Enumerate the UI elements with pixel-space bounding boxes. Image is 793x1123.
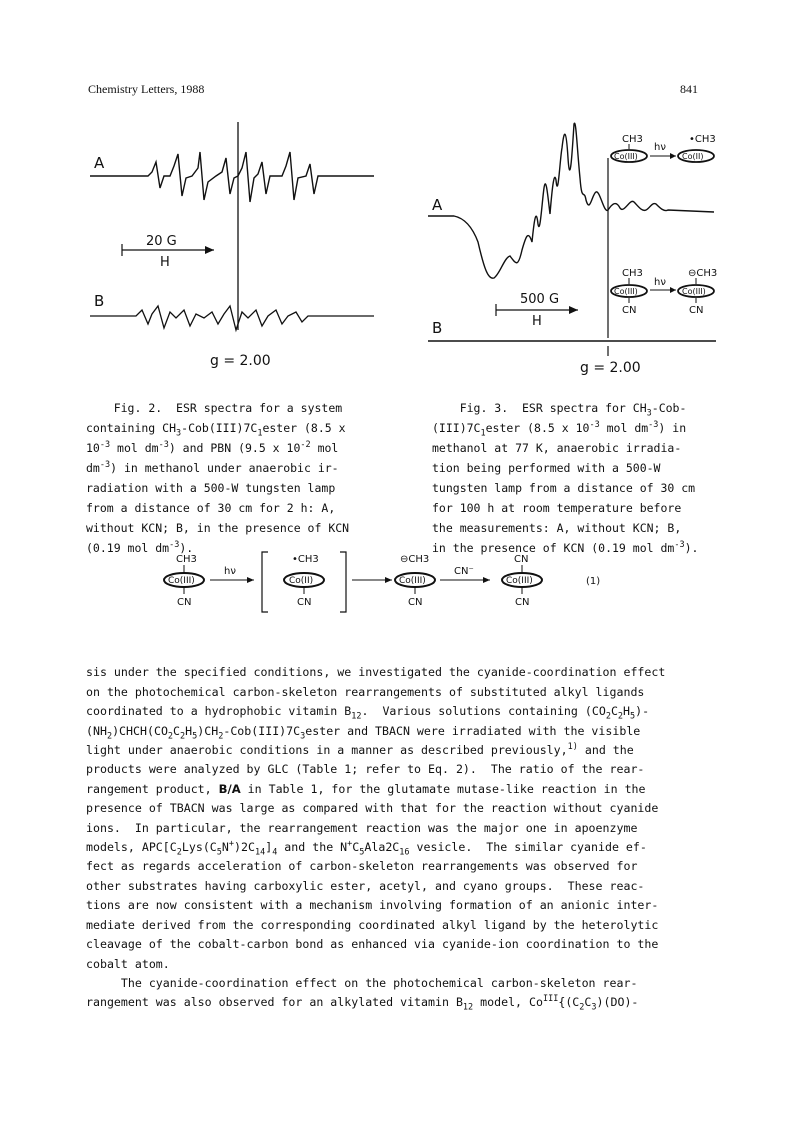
fig2-field-label: H [160,255,170,270]
svg-text:hν: hν [224,566,236,577]
svg-text:hν: hν [654,142,666,153]
fig3-scale-label: 500 G [520,292,560,307]
body-line: products were analyzed by GLC (Table 1; refer to Eq. 2). The ratio of the rear- [86,762,645,777]
svg-text:CN: CN [177,597,192,608]
caption-line: tungsten lamp from a distance of 30 cm [432,481,696,495]
fig3-label-b: B [432,319,443,337]
svg-text:Co(III): Co(III) [399,576,426,586]
body-line: cobalt atom. [86,956,170,971]
fig3-scheme-b [611,268,717,316]
fig3-spectrum-a [428,123,714,278]
svg-text:•CH3: •CH3 [292,554,319,565]
svg-text:•CH3: •CH3 [689,134,716,145]
caption-line: in the presence of KCN (0.19 mol $dm^{-3}$). [432,540,699,555]
eq1-species-1 [164,554,204,608]
body-line: models, $APC[C_2Lys(C_5N^+)2C_{14}]_4$ and the $N^+C_5Ala2C_{16}$ vesicle. The similar cyanide ef- [86,839,647,858]
fig2-label-b: B [94,292,105,310]
fig3-label-a: A [432,196,443,214]
eq1-species-3 [395,554,435,608]
svg-text:Co(II): Co(II) [289,576,314,586]
svg-text:CN: CN [408,597,423,608]
fig2-label-a: A [94,154,105,172]
caption-line: (0.19 mol $dm^{-3}$). [86,540,194,555]
fig3-field-label: H [532,314,542,329]
body-line: on the photochemical carbon-skeleton rearrangements of substituted alkyl ligands [86,684,645,699]
caption-line: without KCN; B, in the presence of KCN [86,521,350,535]
caption-line: methanol at 77 K, anaerobic irradia- [432,441,682,455]
caption-line: the measurements: A, without KCN; B, [432,521,682,535]
svg-text:CN⁻: CN⁻ [454,566,474,577]
caption-line: $10^{-3}$ mol $dm^{-3}$) and PBN (9.5 x $10^{-2}$ mol [86,440,339,455]
svg-text:Co(III): Co(III) [614,287,638,296]
svg-text:⊖CH3: ⊖CH3 [400,554,430,565]
body-paragraphs [86,644,665,1032]
svg-text:CH3: CH3 [622,268,643,279]
svg-text:Co(III): Co(III) [614,152,638,161]
svg-text:Co(III): Co(III) [168,576,195,586]
body-line: $(NH_2)CHCH(CO_2C_2H_5)CH_2-Cob(III)7C_3ester$ and TBACN were irradiated with the visible [86,723,641,741]
fig2-scale-label: 20 G [146,234,177,249]
body-line: other substrates having carboxylic ester, acetyl, and cyano groups. These reac- [86,878,645,893]
body-line: presence of TBACN was large as compared with that for the reaction without cyanide [86,801,659,816]
caption-line: tion being performed with a 500-W [432,461,661,475]
svg-text:Co(III): Co(III) [506,576,533,586]
caption-line: $dm^{-3}$) in methanol under anaerobic ir- [86,460,339,475]
equation-1-scheme [140,548,620,620]
svg-text:⊖CH3: ⊖CH3 [688,268,718,279]
body-line: fect as regards acceleration of carbon-skeleton rearrangements was observed for [86,859,638,874]
figure-3-esr-spectra [424,118,730,376]
body-line: cleavage of the cobalt-carbon bond as enhanced via cyanide-ion coordination to the [86,937,659,952]
svg-text:CH3: CH3 [176,554,197,565]
fig2-g-value: g = 2.00 [210,353,271,369]
svg-text:CN: CN [514,554,529,565]
caption-line: $(III)7C_1ester$ (8.5 x $10^{-3}$ mol $dm^{-3}$) in [432,420,687,439]
figure-2-esr-spectra [86,118,386,370]
eq1-number: (1) [586,576,601,587]
eq1-species-4 [502,554,542,608]
body-line: mediate derived from the corresponding coordinated alkyl ligand by the heterolytic [86,917,659,932]
caption-line: for 100 h at room temperature before [432,501,682,515]
page-number: 841 [680,82,698,96]
body-line: tions are now consistent with a mechanism involving formation of an anionic inter- [86,898,659,913]
body-line: The cyanide-coordination effect on the photochemical carbon-skeleton rear- [86,975,638,990]
caption-line: containing $CH_3-Cob(III)7C_1ester$ (8.5 x [86,421,346,439]
svg-text:CH3: CH3 [622,134,643,145]
body-line: rangement product, B/A in Table 1, for the glutamate mutase-like reaction in the [86,781,646,796]
body-line: sis under the specified conditions, we investigated the cyanide-coordination effect [86,665,666,680]
fig3-scheme-a [611,134,716,162]
svg-text:CN: CN [689,305,704,316]
fig2-spectrum-a [90,152,374,202]
svg-text:CN: CN [297,597,312,608]
svg-text:Co(II): Co(II) [682,152,704,161]
caption-line: Fig. 2. ESR spectra for a system [113,401,343,415]
caption-line: Fig. 3. ESR spectra for $CH_3-Cob-$ [432,401,687,419]
eq1-species-2 [284,554,324,608]
body-line: rangement was also observed for an alkylated vitamin $B_{12}$ model, $Co^{III}\{(C_2C_3)(DO)-$ [86,994,639,1013]
journal-header: Chemistry Letters, 1988 [88,82,205,96]
caption-line: radiation with a 500-W tungsten lamp [86,481,336,495]
svg-text:CN: CN [515,597,530,608]
caption-line: from a distance of 30 cm for 2 h: A, [86,501,336,515]
fig2-spectrum-b [90,306,374,330]
body-line: light under anaerobic conditions in a manner as described previously,$^{1)}$ and the [86,742,634,758]
svg-text:Co(III): Co(III) [682,287,706,296]
svg-text:hν: hν [654,277,666,288]
body-line: coordinated to a hydrophobic vitamin $B_{12}$. Various solutions containing $(CO_2C_2H_5)-$ [86,704,650,722]
fig3-g-value: g = 2.00 [580,360,641,376]
svg-text:CN: CN [622,305,637,316]
body-line: ions. In particular, the rearrangement reaction was the major one in apoenzyme [86,820,638,835]
